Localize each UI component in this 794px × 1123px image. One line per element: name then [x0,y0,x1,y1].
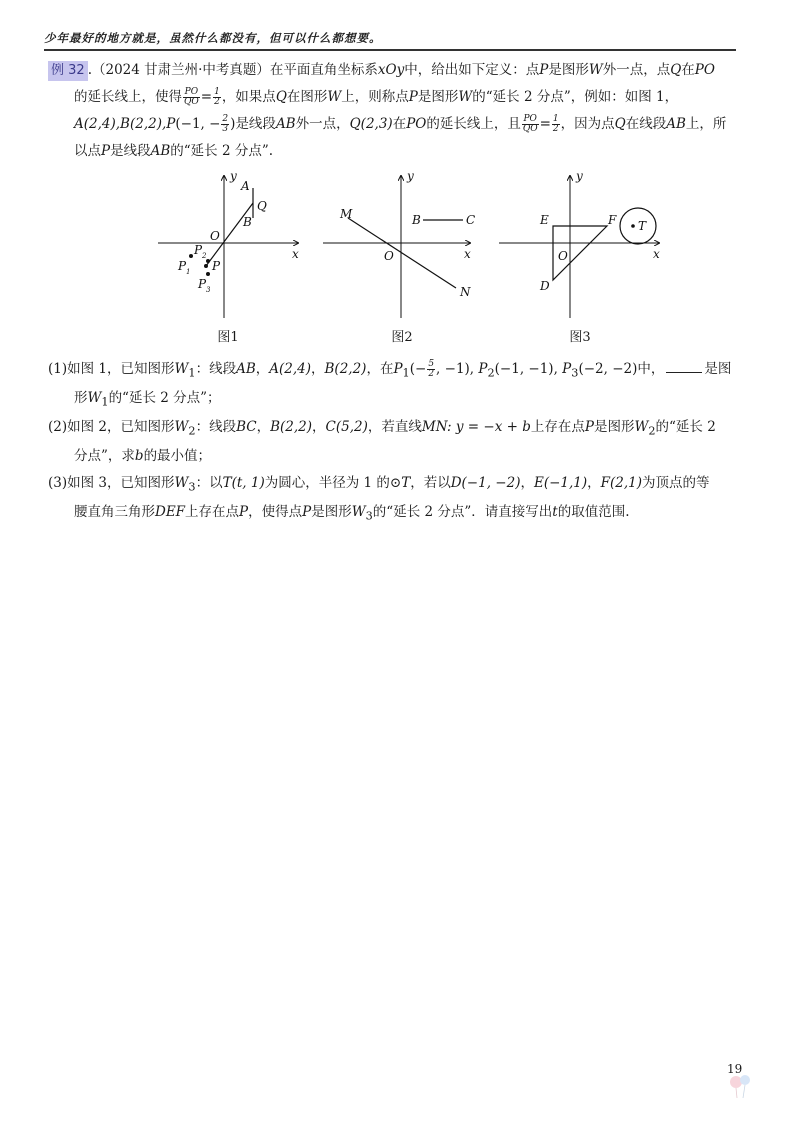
math: P [408,89,418,106]
label-q: Q [257,198,267,213]
math: , −1) [436,360,470,377]
math: PO [406,116,427,133]
math: xOy [377,62,405,78]
balloon-decoration-icon [727,1070,757,1100]
math: P [101,142,111,159]
text: 上存在点 [530,419,585,436]
text: 是图形 [417,89,459,106]
figure-1-caption: 图1 [217,329,239,345]
label-p3: P [198,276,207,291]
frac-num: 1 [552,114,559,125]
fraction-two-thirds [221,115,229,134]
problem-source: .（2024 甘肃兰州·中考真题） [87,62,270,78]
math: W [174,419,189,436]
problem-content [48,60,742,531]
text: 是图形 [311,504,352,521]
math: AB [666,116,686,133]
problem-line-3 [48,114,742,135]
label-d: D [540,278,550,293]
text: 的“延长 2 [655,419,716,436]
point-p3 [206,272,210,276]
math-sub: 1 [101,395,109,409]
text: 的“延长 2 分点”．请直接写出 [372,504,553,521]
page-number: 19 [727,1062,743,1076]
label-p3-sub: 3 [206,285,211,294]
math: B(2,2), [120,116,167,133]
figures-row [48,168,742,353]
math: W [351,504,366,521]
text: = [200,89,213,106]
math: P [584,419,594,436]
figure-2-caption: 图2 [391,329,413,345]
label-p: P [212,258,221,273]
problem-line-1 [48,60,742,81]
label-p1-sub: 1 [186,267,191,276]
text: (3)如图 3，已知图形 [48,475,175,492]
math: T [401,475,411,492]
text: ，若直线 [367,419,422,436]
label-n: N [460,284,471,299]
label-m: M [340,206,353,221]
text: 中，给出如下定义：点 [404,62,540,78]
label-p2: P [194,242,203,257]
math-sub: 2 [648,424,656,438]
origin-label: O [558,248,568,263]
math: ) [230,116,236,133]
math: b [134,448,144,465]
figure-3-caption: 图3 [569,329,591,345]
answer-blank[interactable] [666,371,702,373]
frac-den: 2 [214,97,220,108]
math: AB [150,142,171,159]
center-t [631,224,635,228]
question-3: (3)如图 3，已知图形$W_3$：以T(t, 1)为圆心，半径为 1 的⊙T，若以D(−1, −2)，E(−1,1)，F(2,1)为顶点的等 [48,475,710,494]
label-c: C [466,212,476,227]
point-p2 [206,259,210,263]
text: 的“延长 2 分点”. [170,142,274,159]
figure-1 [148,168,318,328]
math: W [174,360,189,377]
math: (−1, − [175,116,221,133]
math: W [588,62,603,78]
math: Q [670,62,682,78]
math: A(2,4) [269,360,312,377]
text: 在平面直角坐标系 [269,62,378,78]
math: W [327,89,342,106]
math: AB [236,360,256,377]
math: T(t, 1) [222,475,265,492]
math-sub: 3 [188,480,196,494]
text: 的“延长 2 分点”； [108,390,221,407]
frac-num: 5 [428,358,435,369]
math: W [634,419,649,436]
frac-num: 2 [222,114,229,125]
question-1-line-2 [48,388,742,411]
math: B(2,2) [270,419,313,436]
problem-line-2 [48,87,742,108]
math: DEF [155,504,186,521]
text: 在线段 [625,116,667,133]
text: 以点 [74,142,101,159]
math-sub: 3 [571,366,579,380]
math: P [478,360,488,377]
y-label: y [230,168,237,183]
figure-2 [318,168,488,328]
text: 为圆心，半径为 1 的⊙ [264,475,402,492]
text: 中， [637,360,665,377]
text: ，若以 [410,475,451,492]
text: (1)如图 1，已知图形 [48,360,175,377]
text: 在图形 [286,89,328,106]
problem-line-4 [48,141,742,162]
math: (−1, −1) [494,360,554,377]
label-b: B [412,212,421,227]
x-label: x [464,246,471,261]
math: F(2,1) [600,475,643,492]
text: 的延长线上，且 [426,116,521,133]
text: 是线段 [235,116,276,133]
header-rule [44,49,736,51]
fraction-po-qo-2 [522,115,539,134]
math: (− [409,360,427,377]
math: B(2,2) [324,360,367,377]
text: 分点”，求 [74,448,135,465]
fraction-po-qo [183,88,200,107]
math: P [393,360,403,377]
label-p2-sub: 2 [202,251,207,260]
text: 在 [392,116,407,133]
math: PO [694,62,715,78]
label-b: B [243,214,252,229]
math: E(−1,1) [533,475,588,492]
frac-num: PO [523,114,537,125]
frac-den: QO [184,97,199,108]
frac-num: PO [184,87,199,98]
text: 上存在点 [185,504,240,521]
line-mn [348,218,456,288]
label-p1: P [178,258,187,273]
x-label: x [292,246,299,261]
label-f: F [608,212,617,227]
text: 上，则称点 [341,89,409,106]
fraction-half-2 [552,115,560,134]
text: ，如果点 [221,89,276,106]
text: 外一点，点 [602,62,671,78]
label-e: E [540,212,549,227]
text: 外一点， [295,116,350,133]
math: W [87,390,102,407]
origin-label: O [210,228,220,243]
math: Q [614,116,626,133]
label-a: A [241,178,250,193]
text: 是图形 [548,62,589,78]
question-1: (1)如图 1，已知图形$W_1$：线段AB，A(2,4)，B(2,2)，在$P_1(-$ $\frac{5}{2}$ , −1), $P_2(-1$, −1), $P_3(-2$, −2)中， 是图 [48,358,732,380]
math: P [302,504,312,521]
y-label: y [407,168,414,183]
text: 的取值范围. [557,504,630,521]
label-t: T [638,218,647,233]
math: AB [275,116,296,133]
math: P [562,360,572,377]
math: A(2,4), [74,116,121,133]
text: ：线段 [195,360,237,377]
math-sub: 2 [487,366,495,380]
frac-den: 3 [222,124,229,135]
text: 形 [74,390,88,407]
frac-den: QO [522,124,538,135]
math: Q [275,89,287,106]
math-sub: 3 [365,510,373,524]
point-p1 [189,254,193,258]
text: ，使得点 [248,504,303,521]
math-sub: 1 [188,366,196,380]
x-label: x [653,246,660,261]
math: W [458,89,473,106]
text: 腰直角三角形 [74,504,155,521]
math: t [552,504,558,521]
point-p [204,264,208,268]
text: 的“延长 2 分点”，例如：如图 1， [472,89,679,106]
math: P [239,504,249,521]
fraction-five-halves [427,360,435,379]
text: 上，所 [685,116,727,133]
header-motto: 少年最好的地方就是，虽然什么都没有，但可以什么都想要。 [44,31,382,45]
text: ：以 [195,475,223,492]
text: (2)如图 2，已知图形 [48,419,175,436]
text: 是图 [704,360,732,377]
frac-num: 1 [214,87,220,98]
example-badge: 例 32 [48,61,88,81]
text: ，在 [366,360,394,377]
text: 是线段 [110,142,151,159]
question-3-line-2 [48,502,742,525]
text: 的延长线上，使得 [74,89,182,106]
math: Q(2,3) [349,116,393,133]
origin-label: O [384,248,394,263]
text: 的最小值； [143,448,212,465]
text: 为顶点的等 [642,475,710,492]
math: BC [236,419,257,436]
frac-den: 2 [552,124,559,135]
math: D(−1, −2) [450,475,521,492]
text: = [539,116,551,133]
question-2-line-2 [48,446,742,467]
fraction-half [213,88,221,107]
text: 是图形 [593,419,635,436]
text: 在 [681,62,695,78]
figure-3 [494,168,674,328]
text: ：线段 [195,419,237,436]
question-2: (2)如图 2，已知图形$W_2$：线段BC，B(2,2)，C(5,2)，若直线MN: y = −x + b上存在点P是图形$W_2$的“延长 2 [48,419,716,438]
math: C(5,2) [325,419,368,436]
math: (−2, −2) [578,360,638,377]
frac-den: 2 [428,368,435,379]
math: P [539,62,549,78]
y-label: y [576,168,583,183]
math: MN: y = −x + b [421,419,531,436]
math-sub: 1 [402,366,410,380]
math: W [174,475,189,492]
text: ，因为点 [560,116,615,133]
math: P [166,116,176,133]
math-sub: 2 [188,424,196,438]
